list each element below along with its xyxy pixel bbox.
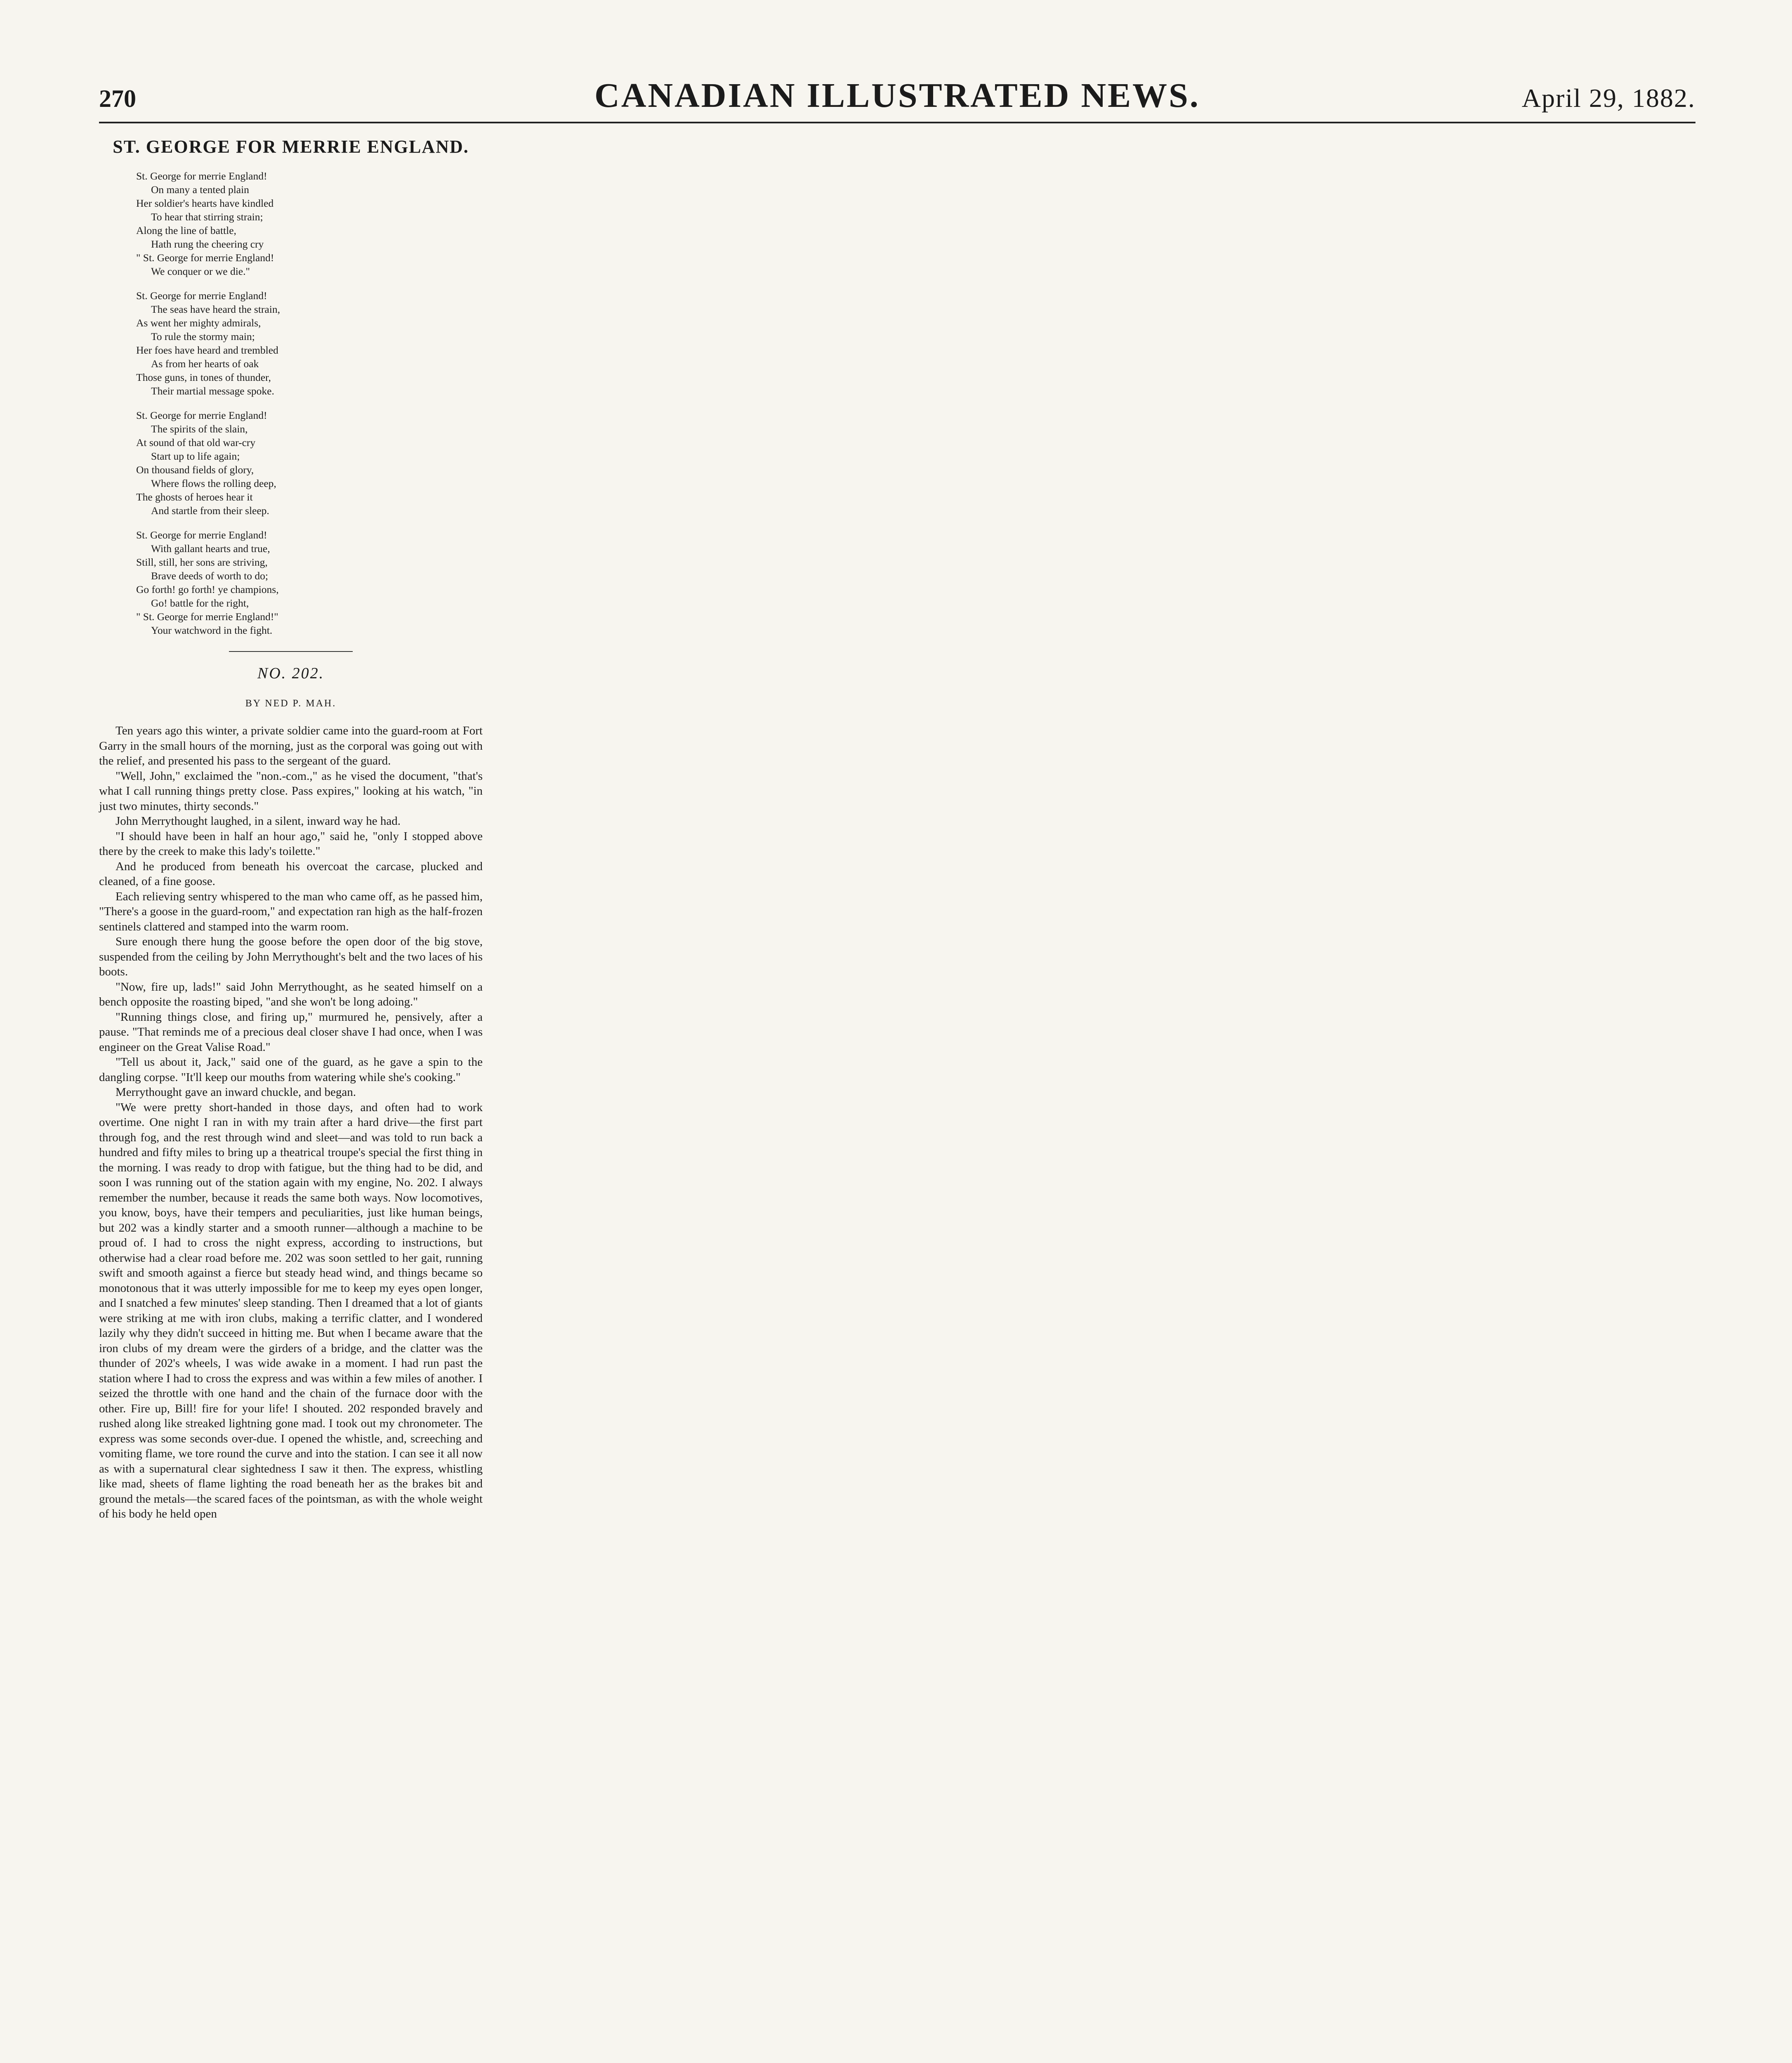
poem-line: On many a tented plain (151, 184, 249, 196)
byline: BY NED P. MAH. (245, 698, 337, 709)
poem-line: Where flows the rolling deep, (151, 477, 276, 489)
poem-line: With gallant hearts and true, (151, 543, 270, 555)
poem-stanza (136, 289, 483, 398)
poem-line: Her soldier's hearts have kindled (136, 197, 274, 209)
story-paragraph: Ten years ago this winter, a private soldier came into the guard-room at Fort Garry in the small hours of the morning, just as the corporal was going out with the relief, and presented his pass to the sergeant of the guard. (99, 724, 483, 767)
column-1 (99, 136, 483, 1522)
poem-line: The spirits of the slain, (151, 423, 248, 435)
poem-line: Along the line of battle, (136, 224, 236, 236)
poem-line: Her foes have heard and trembled (136, 344, 278, 356)
poem-line: As from her hearts of oak (151, 358, 259, 370)
poem-line: Hath rung the cheering cry (151, 238, 264, 250)
page-header (99, 72, 1695, 123)
story-paragraph: "Tell us about it, Jack," said one of the guard, as he gave a spin to the dangling corpse. "It'll keep our mouths from watering while she's cooking." (99, 1055, 483, 1084)
story-body (99, 723, 483, 1522)
poem-stanza (136, 169, 483, 278)
poem-line: Your watchword in the fight. (151, 624, 273, 636)
poem-line: St. George for merrie England! (136, 529, 267, 541)
poem-line: The seas have heard the strain, (151, 303, 280, 315)
story-title: NO. 202. (257, 665, 325, 682)
story-paragraph: "Now, fire up, lads!" said John Merrythought, as he seated himself on a bench opposite the roasting biped, "and she won't be long adoing." (99, 980, 483, 1008)
story-paragraph: "Well, John," exclaimed the "non.-com.," as he vised the document, "that's what I call running things pretty close. Pass expires," looking at his watch, "in just two minutes, thirty seconds." (99, 769, 483, 813)
divider (229, 651, 353, 652)
poem-line: As went her mighty admirals, (136, 317, 261, 329)
story-paragraph: Sure enough there hung the goose before the open door of the big stove, suspended from the ceiling by John Merrythought's belt and the two laces of his boots. (99, 935, 483, 978)
issue-date: April 29, 1882. (1521, 83, 1695, 113)
poem-line: Start up to life again; (151, 450, 240, 462)
poem-line: To rule the stormy main; (151, 330, 255, 342)
poem-line: St. George for merrie England! (136, 290, 267, 302)
story-paragraph: And he produced from beneath his overcoat the carcase, plucked and cleaned, of a fine goose. (99, 859, 483, 888)
poem-title: ST. GEORGE FOR MERRIE ENGLAND. (113, 137, 469, 157)
poem-line: Brave deeds of worth to do; (151, 570, 268, 582)
poem-line: Those guns, in tones of thunder, (136, 371, 271, 383)
poem-line: The ghosts of heroes hear it (136, 491, 253, 503)
poem-line: Still, still, her sons are striving, (136, 556, 268, 568)
poem-line: We conquer or we die." (151, 265, 250, 277)
poem-line: " St. George for merrie England! (136, 252, 274, 264)
masthead: CANADIAN ILLUSTRATED NEWS. (594, 76, 1200, 115)
poem-line: St. George for merrie England! (136, 409, 267, 421)
story-paragraph: "I should have been in half an hour ago," said he, "only I stopped above there by the creek to make this lady's toilette." (99, 829, 483, 858)
poem (136, 169, 483, 637)
story-paragraph: Each relieving sentry whispered to the man who came off, as he passed him, "There's a goose in the guard-room," and expectation ran high as the half-frozen sentinels clattered and stamped into the warm room. (99, 890, 483, 933)
story-paragraph: "We were pretty short-handed in those days, and often had to work overtime. One night I ran in with my train after a hard drive—the first part through fog, and the rest through wind and sleet—and was told to run back a hundred and fifty miles to bring up a theatrical troupe's special the first thing in the morning. I was ready to drop with fatigue, but the thing had to be did, and soon I was running out of the station again with my engine, No. 202. I always remember the number, because it reads the same both ways. Now locomotives, you know, boys, have their tempers and peculiarities, just like human beings, but 202 was a kindly starter and a smooth runner—although a machine to be proud of. I had to cross the night express, according to instructions, but otherwise had a clear road before me. 202 was soon settled to her gait, running swift and smooth against a fierce but steady head wind, and things became so monotonous that it was utterly impossible for me to keep my eyes open longer, and I snatched a few minutes' sleep standing. Then I dreamed that a lot of giants were striking at me with iron clubs, making a terrific clatter, and I wondered lazily why they didn't succeed in hitting me. But when I became aware that the iron clubs of my dream were the girders of a bridge, and the clatter was the thunder of 202's wheels, I was wide awake in a moment. I had run past the station where I had to cross the express and was within a few miles of another. I seized the throttle with one hand and the chain of the furnace door with the other. Fire up, Bill! fire for your life! I shouted. 202 responded bravely and rushed along like streaked lightning gone mad. I took out my chronometer. The express was some seconds over-due. I opened the whistle, and, screeching and vomiting flame, we tore round the curve and into the station. I can see it all now as with a supernatural clear sightedness I saw it then. The express, whistling like mad, sheets of flame lighting the road beneath her as the brakes bit and ground the metals—the scared faces of the pointsman, as with the whole weight of his body he held open (99, 1100, 483, 1520)
story-paragraph: John Merrythought laughed, in a silent, inward way he had. (116, 814, 401, 828)
poem-line: St. George for merrie England! (136, 170, 267, 182)
poem-stanza (136, 528, 483, 637)
poem-line: To hear that stirring strain; (151, 211, 263, 223)
poem-line: Go forth! go forth! ye champions, (136, 583, 279, 595)
page-number: 270 (99, 85, 136, 112)
poem-line: Go! battle for the right, (151, 597, 249, 609)
poem-stanza (136, 408, 483, 517)
story-paragraph: "Running things close, and firing up," murmured he, pensively, after a pause. "That reminds me of a precious deal closer shave I had once, when I was engineer on the Great Valise Road." (99, 1010, 483, 1054)
poem-line: And startle from their sleep. (151, 505, 269, 517)
poem-line: Their martial message spoke. (151, 385, 274, 397)
poem-line: On thousand fields of glory, (136, 464, 254, 476)
poem-line: " St. George for merrie England!" (136, 611, 278, 623)
story-paragraph: Merrythought gave an inward chuckle, and began. (116, 1086, 356, 1099)
poem-line: At sound of that old war-cry (136, 437, 256, 448)
